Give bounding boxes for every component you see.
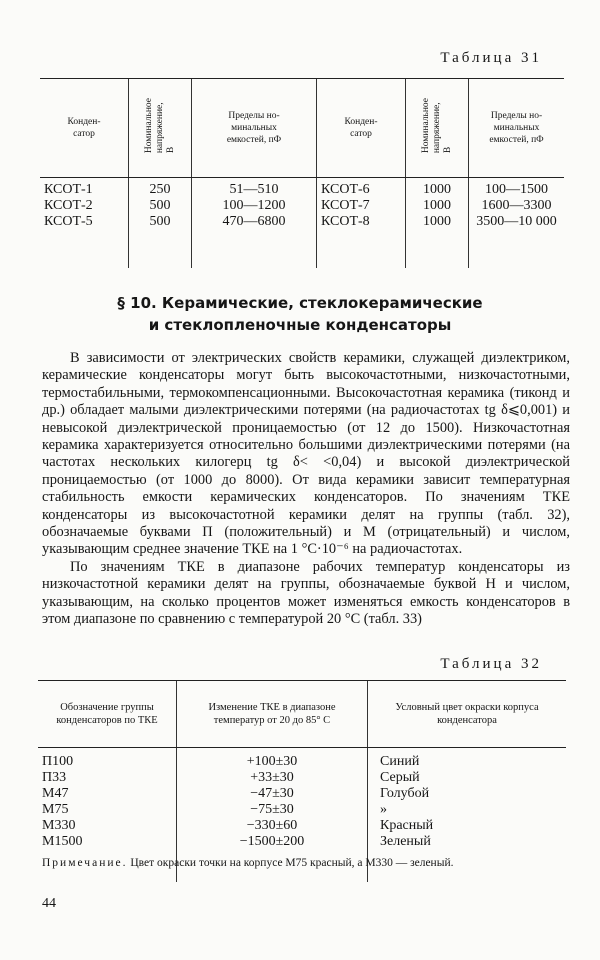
t31-header-voltage-1: Номинальное напряжение, В xyxy=(129,79,192,178)
t31-header-voltage-2: Номинальное напряжение, В xyxy=(406,79,469,178)
table-note xyxy=(42,856,568,871)
table-32-caption: Таблица 32 xyxy=(440,656,542,672)
t31-col-capacitance-2: 100—1500 1600—3300 3500—10 000 xyxy=(469,178,565,269)
t31-header-capacitance-2: Пределы но- минальных емкостей, пФ xyxy=(469,79,565,178)
t32-col-tke: +100±30 +33±30 −47±30 −75±30 −330±60 −1500±200 xyxy=(177,748,368,883)
t31-header-capacitor-2: Конден- сатор xyxy=(317,79,406,178)
t31-header-capacitance-1: Пределы но- минальных емкостей, пФ xyxy=(192,79,317,178)
table-32 xyxy=(38,680,566,882)
table-row xyxy=(40,178,564,269)
body-text xyxy=(42,350,570,629)
table-31-caption: Таблица 31 xyxy=(440,50,542,66)
section-title-line-2: и стеклопленочные конденсаторы xyxy=(148,316,452,334)
t31-col-capacitor-1: КСОТ-1 КСОТ-2 КСОТ-5 xyxy=(44,182,93,229)
t32-col-group: П100 П33 М47 М75 М330 М1500 xyxy=(42,754,83,849)
t31-col-capacitance-1: 51—510 100—1200 470—6800 xyxy=(192,178,317,269)
paragraph-2: По значениям ТКЕ в диапазоне рабочих температур конденсаторы из низкочастотной керамики делят на группы, обозначаемые буквой Н и числом, указывающим, на сколько процентов может изменяться емкость конденсаторов в этом диапазоне по сравнению с температурой 20 °С (табл. 33) xyxy=(42,558,570,628)
section-title xyxy=(0,292,600,336)
t31-col-voltage-2: 1000 1000 1000 xyxy=(406,178,469,269)
t32-col-color: Синий Серый Голубой » Красный Зеленый xyxy=(368,748,567,883)
t32-header-tke: Изменение ТКЕ в диапазоне температур от 20 до 85° С xyxy=(177,681,368,748)
page-number: 44 xyxy=(42,896,56,911)
note-text: Цвет окраски точки на корпусе М75 красный, а М330 — зеленый. xyxy=(130,857,454,869)
table-31 xyxy=(40,78,564,268)
t32-header-color: Условный цвет окраски корпуса конденсатора xyxy=(368,681,567,748)
t31-col-capacitor-2: КСОТ-6 КСОТ-7 КСОТ-8 xyxy=(317,178,406,269)
t31-header-capacitor-1: Конден- сатор xyxy=(40,79,129,178)
paragraph-1: В зависимости от электрических свойств керамики, служащей диэлектриком, керамические конденсаторы могут быть высокочастотными, низкочастотными, термостабильными, термокомпенсационными. Высокочастотная керамика (тиконд и др.) обладает малыми диэлектрическими потерями (на радиочастотах tg δ⩽0,001) и невысокой диэлектрической проницаемостью (от 12 до 1500). Низкочастотная керамика характеризуется относительно большими диэлектрическими потерями (на частотах нескольких килогерц tg δ< <0,04) и высокой диэлектрической проницаемостью (от 1000 до 8000). От вида керамики зависит температурная стабильность емкости керамических конденсаторов. По значениям ТКЕ конденсаторы из высокочастотной керамики делят на группы (табл. 32), обозначаемые буквами П (положительный) и М (отрицательный) и числом, указывающим среднее значение ТКЕ на 1 °С·10⁻⁶ на радиочастотах. xyxy=(42,350,570,558)
section-title-line-1: § 10. Керамические, стеклокерамические xyxy=(117,294,483,312)
t32-header-group: Обозначение группы конденсаторов по ТКЕ xyxy=(38,681,177,748)
note-lead: Примечание. xyxy=(42,857,128,869)
t31-col-voltage-1: 250 500 500 xyxy=(129,178,192,269)
